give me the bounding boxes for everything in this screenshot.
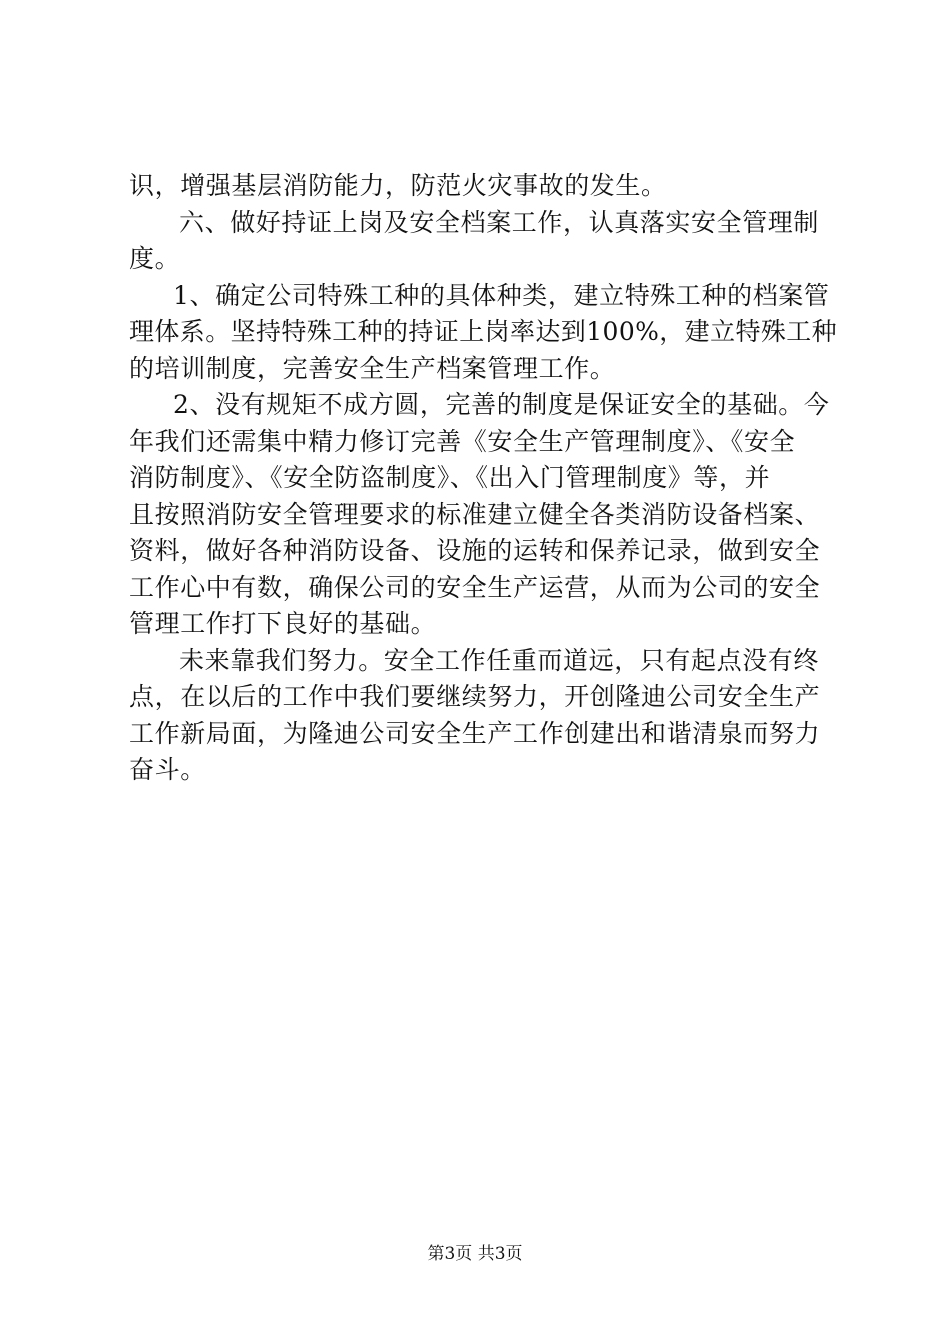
text-line: 理体系。坚持特殊工种的持证上岗率达到100%，建立特殊工种 <box>129 317 838 346</box>
closing-paragraph: 未来靠我们努力。安全工作任重而道远，只有起点没有终 <box>179 645 820 675</box>
page-footer: 第3页 共3页 <box>427 1244 523 1264</box>
text-line: 奋斗。 <box>129 755 206 784</box>
text-line: 工作新局面，为隆迪公司安全生产工作创建出和谐清泉而努力 <box>129 718 821 748</box>
text-line: 点，在以后的工作中我们要继续努力，开创隆迪公司安全生产 <box>129 682 821 711</box>
text-line: 且按照消防安全管理要求的标准建立健全各类消防设备档案、 <box>129 499 821 529</box>
text-line: 管理工作打下良好的基础。 <box>129 609 437 638</box>
text-line: 资料，做好各种消防设备、设施的运转和保养记录，做到安全 <box>129 536 821 565</box>
section-heading: 六、做好持证上岗及安全档案工作，认真落实安全管理制 <box>179 207 820 237</box>
list-item-2: 2、没有规矩不成方圆，完善的制度是保证安全的基础。今 <box>173 390 830 419</box>
list-item-1: 1、确定公司特殊工种的具体种类，建立特殊工种的档案管 <box>173 280 830 310</box>
document-body <box>129 168 839 789</box>
text-line: 消防制度》、《安全防盗制度》、《出入门管理制度》等，并 <box>129 463 771 492</box>
text-line: 的培训制度，完善安全生产档案管理工作。 <box>129 353 616 383</box>
text-line: 识，增强基层消防能力，防范火灾事故的发生。 <box>129 171 667 200</box>
text-line: 度。 <box>129 244 181 273</box>
text-line: 年我们还需集中精力修订完善《安全生产管理制度》、《安全 <box>129 426 796 456</box>
text-line: 工作心中有数，确保公司的安全生产运营，从而为公司的安全 <box>129 572 821 602</box>
